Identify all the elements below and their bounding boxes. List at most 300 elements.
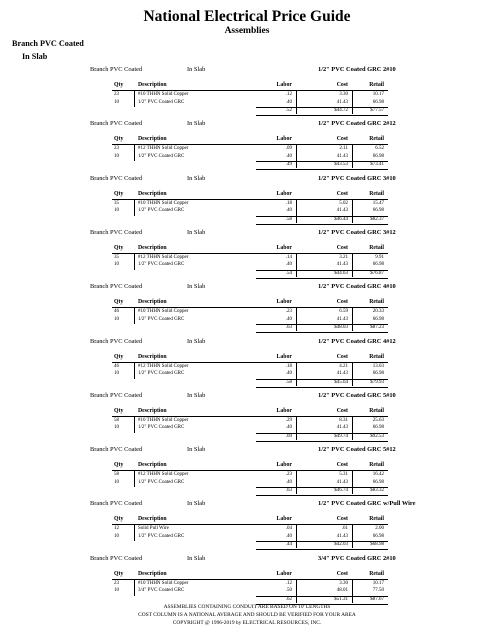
item-retail: 66.98: [372, 533, 384, 539]
totals-row: [0, 597, 494, 604]
totals-row: [0, 108, 494, 115]
item-labor: .40: [285, 208, 292, 214]
table-row: [0, 480, 494, 487]
item-cost: 3.30: [339, 92, 348, 97]
item-description: Solid Pull Wire: [138, 526, 169, 532]
item-qty: 46: [114, 363, 119, 369]
item-cost: .61: [341, 526, 348, 532]
item-qty: 10: [114, 533, 119, 539]
item-labor: .40: [285, 153, 292, 159]
item-cost: 8.31: [339, 417, 348, 423]
assembly-location: In Slab: [187, 391, 206, 399]
item-cost: 5.31: [339, 472, 348, 478]
total-cost: $46.44: [334, 216, 348, 222]
total-cost: $42.03: [334, 542, 348, 548]
item-labor: .40: [285, 99, 292, 105]
header-rule: [112, 144, 388, 145]
item-retail: 10.17: [372, 92, 384, 97]
column-header-description: Description: [138, 244, 167, 251]
column-header-row: [0, 516, 494, 524]
item-retail: 66.98: [372, 371, 384, 377]
item-retail: 6.52: [375, 146, 384, 152]
column-header-retail: Retail: [369, 244, 384, 251]
table-row: [0, 371, 494, 378]
totals-row: [0, 271, 494, 278]
assembly-location: In Slab: [187, 446, 206, 454]
column-header-cost: Cost: [336, 407, 348, 414]
item-labor: .18: [285, 363, 292, 369]
header-rule: [112, 307, 388, 308]
column-header-labor: Labor: [276, 462, 292, 469]
item-qty: 46: [114, 309, 119, 315]
column-divider: [134, 254, 135, 270]
item-description: #10 THHN Solid Copper: [138, 417, 189, 423]
item-labor: .18: [285, 200, 292, 206]
item-qty: 58: [114, 417, 119, 423]
assembly-block: [0, 338, 494, 392]
column-header-cost: Cost: [336, 190, 348, 197]
item-qty: 35: [114, 200, 119, 206]
item-cost: 3.21: [339, 254, 348, 260]
column-header-retail: Retail: [369, 407, 384, 414]
total-labor: .44: [285, 542, 292, 548]
item-cost: 3.30: [339, 580, 348, 586]
column-header-cost: Cost: [336, 516, 348, 523]
item-description: 1/2" PVC Coated GRC: [138, 425, 185, 431]
item-labor: .50: [285, 588, 292, 594]
item-description: 1/2" PVC Coated GRC: [138, 533, 185, 539]
item-retail: 20.33: [372, 309, 384, 315]
item-description: #10 THHN Solid Copper: [138, 580, 189, 586]
column-header-qty: Qty: [114, 353, 124, 360]
column-divider: [134, 308, 135, 324]
total-rule: [256, 278, 388, 279]
assembly-category: Branch PVC Coated: [90, 228, 143, 236]
column-header-labor: Labor: [276, 407, 292, 414]
footer-line-3: COPYRIGHT @ 1996-2019 by ELECTRICAL RESOURCES, INC.: [172, 620, 322, 626]
item-qty: 10: [114, 208, 119, 214]
column-header-labor: Labor: [276, 570, 292, 577]
column-header-labor: Labor: [276, 82, 292, 88]
column-header-description: Description: [138, 299, 167, 306]
item-description: 1/2" PVC Coated GRC: [138, 316, 185, 322]
table-row: [0, 146, 494, 153]
footer-line-2: COST COLUMN IS A NATIONAL AVERAGE AND SHOULD BE VERIFIED FOR YOUR AREA: [138, 612, 356, 618]
assembly-header: [0, 555, 494, 565]
item-labor: .40: [285, 425, 292, 431]
column-header-retail: Retail: [369, 353, 384, 360]
table-row: [0, 100, 494, 107]
item-description: 1/2" PVC Coated GRC: [138, 208, 185, 214]
column-header-row: [0, 408, 494, 416]
item-labor: .40: [285, 262, 292, 268]
assembly-category: Branch PVC Coated: [90, 391, 143, 399]
column-header-description: Description: [138, 570, 167, 577]
header-rule: [112, 90, 388, 91]
table-row: [0, 364, 494, 371]
item-cost: 5.02: [339, 200, 348, 206]
table-row: [0, 526, 494, 533]
total-retail: $68.98: [370, 542, 384, 548]
item-retail: 2.00: [375, 526, 384, 532]
table-row: [0, 534, 494, 541]
column-divider: [134, 580, 135, 596]
item-description: #12 THHN Solid Copper: [138, 254, 189, 260]
item-description: 1/2" PVC Coated GRC: [138, 371, 185, 377]
item-retail: 66.98: [372, 262, 384, 268]
column-divider: [134, 145, 135, 161]
assembly-category: Branch PVC Coated: [90, 500, 143, 508]
column-header-retail: Retail: [369, 82, 384, 88]
header-rule: [112, 416, 388, 417]
total-labor: .49: [285, 162, 292, 168]
item-cost: 41.43: [336, 425, 348, 431]
item-cost: 41.43: [336, 316, 348, 322]
total-retail: $82.37: [370, 216, 384, 222]
item-labor: .09: [285, 146, 292, 152]
column-divider: [134, 525, 135, 541]
column-header-qty: Qty: [114, 136, 124, 143]
column-header-cost: Cost: [336, 82, 348, 88]
item-cost: 6.59: [339, 309, 348, 315]
assembly-category: Branch PVC Coated: [90, 283, 143, 291]
assembly-block: [0, 446, 494, 500]
assembly-name: 1/2" PVC Coated GRC 3#10: [318, 174, 396, 182]
item-labor: .04: [285, 526, 292, 532]
assembly-header: [0, 500, 494, 510]
item-labor: .40: [285, 371, 292, 377]
column-header-row: [0, 571, 494, 579]
item-description: #10 THHN Solid Copper: [138, 92, 189, 97]
total-rule: [256, 115, 388, 116]
column-header-retail: Retail: [369, 299, 384, 306]
table-row: [0, 208, 494, 215]
totals-row: [0, 217, 494, 224]
column-divider: [134, 91, 135, 107]
item-qty: 10: [114, 262, 119, 268]
total-retail: $73.41: [370, 162, 384, 168]
column-header-retail: Retail: [369, 516, 384, 523]
total-labor: .58: [285, 379, 292, 385]
total-retail: $83.32: [370, 488, 384, 494]
item-labor: .29: [285, 417, 292, 423]
assembly-block: [0, 120, 494, 174]
assembly-name: 1/2" PVC Coated GRC 4#12: [318, 337, 396, 345]
item-labor: .40: [285, 479, 292, 485]
total-retail: $77.57: [370, 108, 384, 113]
assembly-name: 1/2" PVC Coated GRC 4#10: [318, 283, 396, 291]
assembly-name: 1/2" PVC Coated GRC 2#12: [318, 120, 396, 128]
item-qty: 10: [114, 425, 119, 431]
column-header-row: [0, 245, 494, 253]
column-header-qty: Qty: [114, 407, 124, 414]
table-row: [0, 255, 494, 262]
item-retail: 16.42: [372, 472, 384, 478]
table-row: [0, 201, 494, 208]
assembly-location: In Slab: [187, 554, 206, 562]
total-labor: .63: [285, 325, 292, 331]
column-header-qty: Qty: [114, 299, 124, 306]
total-retail: $79.93: [370, 379, 384, 385]
table-row: [0, 317, 494, 324]
item-cost: 41.43: [336, 533, 348, 539]
assembly-location: In Slab: [187, 337, 206, 345]
item-labor: .14: [285, 254, 292, 260]
header-rule: [112, 253, 388, 254]
totals-row: [0, 542, 494, 549]
total-cost: $46.74: [334, 488, 348, 494]
item-cost: 4.21: [339, 363, 348, 369]
assembly-category: Branch PVC Coated: [90, 446, 143, 454]
column-header-qty: Qty: [114, 516, 124, 523]
item-qty: 10: [114, 316, 119, 322]
column-header-description: Description: [138, 407, 167, 414]
total-cost: $45.64: [334, 379, 348, 385]
total-retail: $87.67: [370, 596, 384, 602]
column-header-row: [0, 82, 494, 90]
item-retail: 13.03: [372, 363, 384, 369]
item-qty: 23: [114, 146, 119, 152]
table-row: [0, 588, 494, 595]
item-cost: 41.43: [336, 371, 348, 377]
item-qty: 23: [114, 92, 119, 97]
column-header-row: [0, 462, 494, 470]
assembly-header: [0, 120, 494, 130]
column-header-description: Description: [138, 136, 167, 143]
column-header-labor: Labor: [276, 299, 292, 306]
table-row: [0, 92, 494, 99]
total-retail: $92.53: [370, 433, 384, 439]
assembly-category: Branch PVC Coated: [90, 120, 143, 128]
column-header-cost: Cost: [336, 136, 348, 143]
item-qty: 10: [114, 479, 119, 485]
item-retail: 66.98: [372, 479, 384, 485]
item-description: 1/2" PVC Coated GRC: [138, 99, 185, 105]
header-rule: [112, 579, 388, 580]
totals-row: [0, 434, 494, 441]
item-description: 1/2" PVC Coated GRC: [138, 262, 185, 268]
total-cost: $44.63: [334, 270, 348, 276]
assembly-block: [0, 392, 494, 446]
item-description: 3/4" PVC Coated GRC: [138, 588, 185, 594]
assembly-name: 1/2" PVC Coated GRC 3#12: [318, 228, 396, 236]
item-cost: 48.01: [336, 588, 348, 594]
item-retail: 10.17: [372, 580, 384, 586]
assembly-header: [0, 283, 494, 293]
total-labor: .63: [285, 488, 292, 494]
item-description: #10 THHN Solid Copper: [138, 309, 189, 315]
total-retail: $87.23: [370, 325, 384, 331]
column-divider: [134, 417, 135, 433]
column-header-cost: Cost: [336, 462, 348, 469]
assembly-category: Branch PVC Coated: [90, 174, 143, 182]
item-qty: 12: [114, 526, 119, 532]
column-header-labor: Labor: [276, 353, 292, 360]
column-header-qty: Qty: [114, 462, 124, 469]
table-row: [0, 581, 494, 588]
assembly-block: [0, 66, 494, 120]
item-labor: .12: [285, 92, 292, 97]
item-labor: .12: [285, 580, 292, 586]
assembly-header: [0, 175, 494, 185]
column-header-labor: Labor: [276, 190, 292, 197]
column-divider: [134, 200, 135, 216]
total-rule: [256, 387, 388, 388]
column-header-labor: Labor: [276, 244, 292, 251]
column-header-retail: Retail: [369, 570, 384, 577]
total-rule: [256, 169, 388, 170]
table-row: [0, 262, 494, 269]
table-row: [0, 309, 494, 316]
assembly-category: Branch PVC Coated: [90, 337, 143, 345]
item-cost: 41.43: [336, 208, 348, 214]
column-divider: [134, 363, 135, 379]
item-description: #10 THHN Solid Copper: [138, 200, 189, 206]
assembly-name: 1/2" PVC Coated GRC 5#10: [318, 391, 396, 399]
total-rule: [256, 549, 388, 550]
item-qty: 58: [114, 472, 119, 478]
total-retail: $76.87: [370, 270, 384, 276]
assembly-block: [0, 500, 494, 554]
header-rule: [112, 470, 388, 471]
item-qty: 10: [114, 588, 119, 594]
assembly-name: 1/2" PVC Coated GRC 5#12: [318, 446, 396, 454]
header-rule: [112, 524, 388, 525]
column-header-description: Description: [138, 353, 167, 360]
column-header-description: Description: [138, 190, 167, 197]
assembly-location: In Slab: [187, 283, 206, 291]
assembly-name: 1/2" PVC Coated GRC w/Pull Wire: [318, 500, 416, 508]
assembly-category: Branch PVC Coated: [90, 66, 143, 73]
item-cost: 2.11: [339, 146, 348, 152]
total-cost: $48.03: [334, 325, 348, 331]
column-header-retail: Retail: [369, 462, 384, 469]
total-cost: $51.31: [334, 596, 348, 602]
column-header-qty: Qty: [114, 82, 124, 88]
column-header-description: Description: [138, 462, 167, 469]
item-qty: 10: [114, 371, 119, 377]
assembly-header: [0, 66, 494, 76]
table-row: [0, 418, 494, 425]
assembly-category: Branch PVC Coated: [90, 554, 143, 562]
column-header-row: [0, 299, 494, 307]
item-labor: .23: [285, 309, 292, 315]
assembly-header: [0, 392, 494, 402]
page-subtitle: Assemblies: [224, 26, 270, 36]
item-labor: .40: [285, 533, 292, 539]
assembly-header: [0, 338, 494, 348]
total-cost: $44.72: [334, 108, 348, 113]
item-description: 1/2" PVC Coated GRC: [138, 479, 185, 485]
assembly-block: [0, 283, 494, 337]
assembly-location: In Slab: [187, 500, 206, 508]
column-header-description: Description: [138, 516, 167, 523]
total-labor: .69: [285, 433, 292, 439]
column-header-description: Description: [138, 82, 167, 88]
item-retail: 15.47: [372, 200, 384, 206]
assembly-name: 3/4" PVC Coated GRC 2#10: [318, 554, 396, 562]
column-header-labor: Labor: [276, 136, 292, 143]
totals-row: [0, 162, 494, 169]
item-description: #12 THHN Solid Copper: [138, 472, 189, 478]
item-retail: 66.98: [372, 425, 384, 431]
item-description: #12 THHN Solid Copper: [138, 146, 189, 152]
item-qty: 10: [114, 99, 119, 105]
assembly-header: [0, 229, 494, 239]
column-header-labor: Labor: [276, 516, 292, 523]
page-title: National Electrical Price Guide: [143, 8, 351, 25]
item-labor: .40: [285, 316, 292, 322]
column-header-retail: Retail: [369, 136, 384, 143]
item-retail: 66.98: [372, 99, 384, 105]
total-rule: [256, 495, 388, 496]
column-header-qty: Qty: [114, 570, 124, 577]
item-description: #12 THHN Solid Copper: [138, 363, 189, 369]
total-rule: [256, 441, 388, 442]
item-cost: 41.43: [336, 479, 348, 485]
item-cost: 41.43: [336, 153, 348, 159]
total-cost: $49.74: [334, 433, 348, 439]
subsection-heading: In Slab: [22, 52, 48, 61]
assembly-location: In Slab: [187, 228, 206, 236]
assembly-location: In Slab: [187, 120, 206, 128]
totals-row: [0, 325, 494, 332]
item-cost: 41.43: [336, 262, 348, 268]
column-header-row: [0, 354, 494, 362]
total-rule: [256, 332, 388, 333]
item-qty: 23: [114, 580, 119, 586]
assembly-block: [0, 229, 494, 283]
item-retail: 25.63: [372, 417, 384, 423]
assembly-location: In Slab: [187, 66, 206, 73]
item-retail: 77.50: [372, 588, 384, 594]
assembly-block: [0, 175, 494, 229]
assembly-name: 1/2" PVC Coated GRC 2#10: [318, 66, 396, 73]
assembly-block: [0, 555, 494, 609]
assembly-header: [0, 446, 494, 456]
table-row: [0, 425, 494, 432]
item-retail: 9.91: [375, 254, 384, 260]
item-retail: 66.98: [372, 316, 384, 322]
header-rule: [112, 362, 388, 363]
item-retail: 66.98: [372, 208, 384, 214]
table-row: [0, 472, 494, 479]
assembly-location: In Slab: [187, 174, 206, 182]
column-header-cost: Cost: [336, 353, 348, 360]
column-header-cost: Cost: [336, 570, 348, 577]
total-labor: .54: [285, 270, 292, 276]
item-qty: 10: [114, 153, 119, 159]
column-header-row: [0, 136, 494, 144]
total-rule: [256, 224, 388, 225]
item-retail: 66.98: [372, 153, 384, 159]
total-labor: .58: [285, 216, 292, 222]
column-header-qty: Qty: [114, 190, 124, 197]
section-heading: Branch PVC Coated: [12, 39, 84, 48]
table-row: [0, 154, 494, 161]
total-cost: $43.53: [334, 162, 348, 168]
item-description: 1/2" PVC Coated GRC: [138, 153, 185, 159]
header-rule: [112, 199, 388, 200]
item-labor: .23: [285, 472, 292, 478]
footer-line-1: ASSEMBLIES CONTAINING CONDUIT ARE BASED ON 10' LENGTHS: [163, 604, 331, 610]
total-labor: .62: [285, 596, 292, 602]
total-labor: .52: [285, 108, 292, 113]
item-cost: 41.43: [336, 99, 348, 105]
column-divider: [134, 471, 135, 487]
totals-row: [0, 488, 494, 495]
column-header-retail: Retail: [369, 190, 384, 197]
